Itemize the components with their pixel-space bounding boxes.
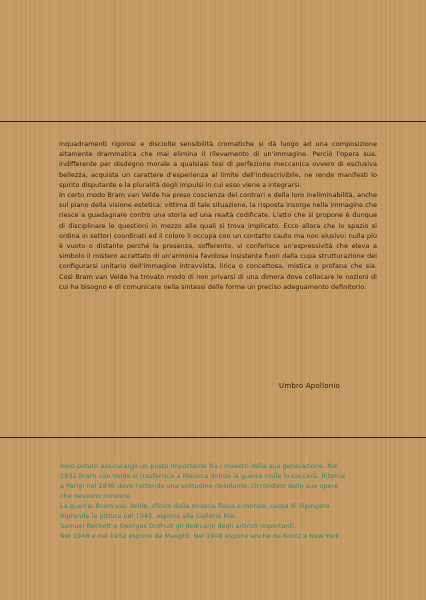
bio-line: Riprende la pittura nel 1945, espone alla Gallerie Maï. (60, 512, 237, 520)
bottom-divider-line (0, 437, 426, 438)
bio-line: che nessuno conosce. (60, 492, 133, 500)
essay-text (59, 139, 377, 292)
bio-line: La guerra: Bram van Velde, sfinito dalla miseria fisica e morale, cessa di dipingere. (60, 502, 332, 510)
bio-line: bero potuto assicurargli un posto importante fra i maestri della sua generazione. Nel (60, 462, 338, 470)
bio-line: Nel 1948 e nel 1952 espone da Maeght. Nel 1948 espone anche da Kootz a New York. (60, 532, 342, 540)
bio-line: Samuel Beckett e Georges Duthuit gli dedicano degli articoli importanti. (60, 522, 297, 530)
author-signature: Umbro Apollonio (279, 382, 340, 390)
bio-line: a Parigi nel 1936 dove l'attende una solitudine desolante, circondato dalle sue opere (60, 482, 339, 490)
bio-line: 1932 Bram van Velde si trasferisce a Maiorca donde la guerra civile lo caccerà. Ritorna (60, 472, 345, 480)
top-divider-line (0, 121, 426, 122)
biography-text (60, 461, 378, 541)
essay-paragraph-1: inquadramenti rigorosi e disciolte sensibilità cromatiche si dà luogo ad una composizione altamente drammatica che mai elimina il rilevamento di un'immagine. Perciò l'opera sua, indifferente per disdegno morale a qualsiasi tesi di perfezione meccanica ovvero di esclusiva bellezza, acquista un carattere d'esperienza al limite dell'indescrivibile, ne rende manifesti lo spirito disputante e la pluralità degli impulsi in cui esso viene a integrarsi. (59, 140, 377, 189)
essay-paragraph-2: In certo modo Bram van Velde ha preso coscienza dei contrari e della loro ineliminabilità, anche sul piano della visione estetica: vittima di tale situazione, la risposta insorge nella immagine che riesce a guadagnare contro una storia ed una realtà codificate. L'atto che si propone è dunque di disciplinare le questioni in mezzo alle quali si trova implicato. Ecco allora che lo spazio si ordina in settori coordinati ed il colore li occupa con un contatto cauto ma non elusivo: nulla più è vuoto o distante perché la presenza, sofferente, vi conferisce un'espressività che eleva a simbolo il mistero accettato di un'armonia favolosa insistente fuori dalla cupa strutturazione dei configurarsi unitario dell'immagine intravvista, lirica o concettosa, mistica o profana che sia. Così Bram van Velde ha trovato modo di non privarsi di una dimora dove collocare le nozioni di cui ha bisogno e di comunicare nella sintassi delle forme un preciso adeguamento definitorio. (59, 191, 377, 291)
